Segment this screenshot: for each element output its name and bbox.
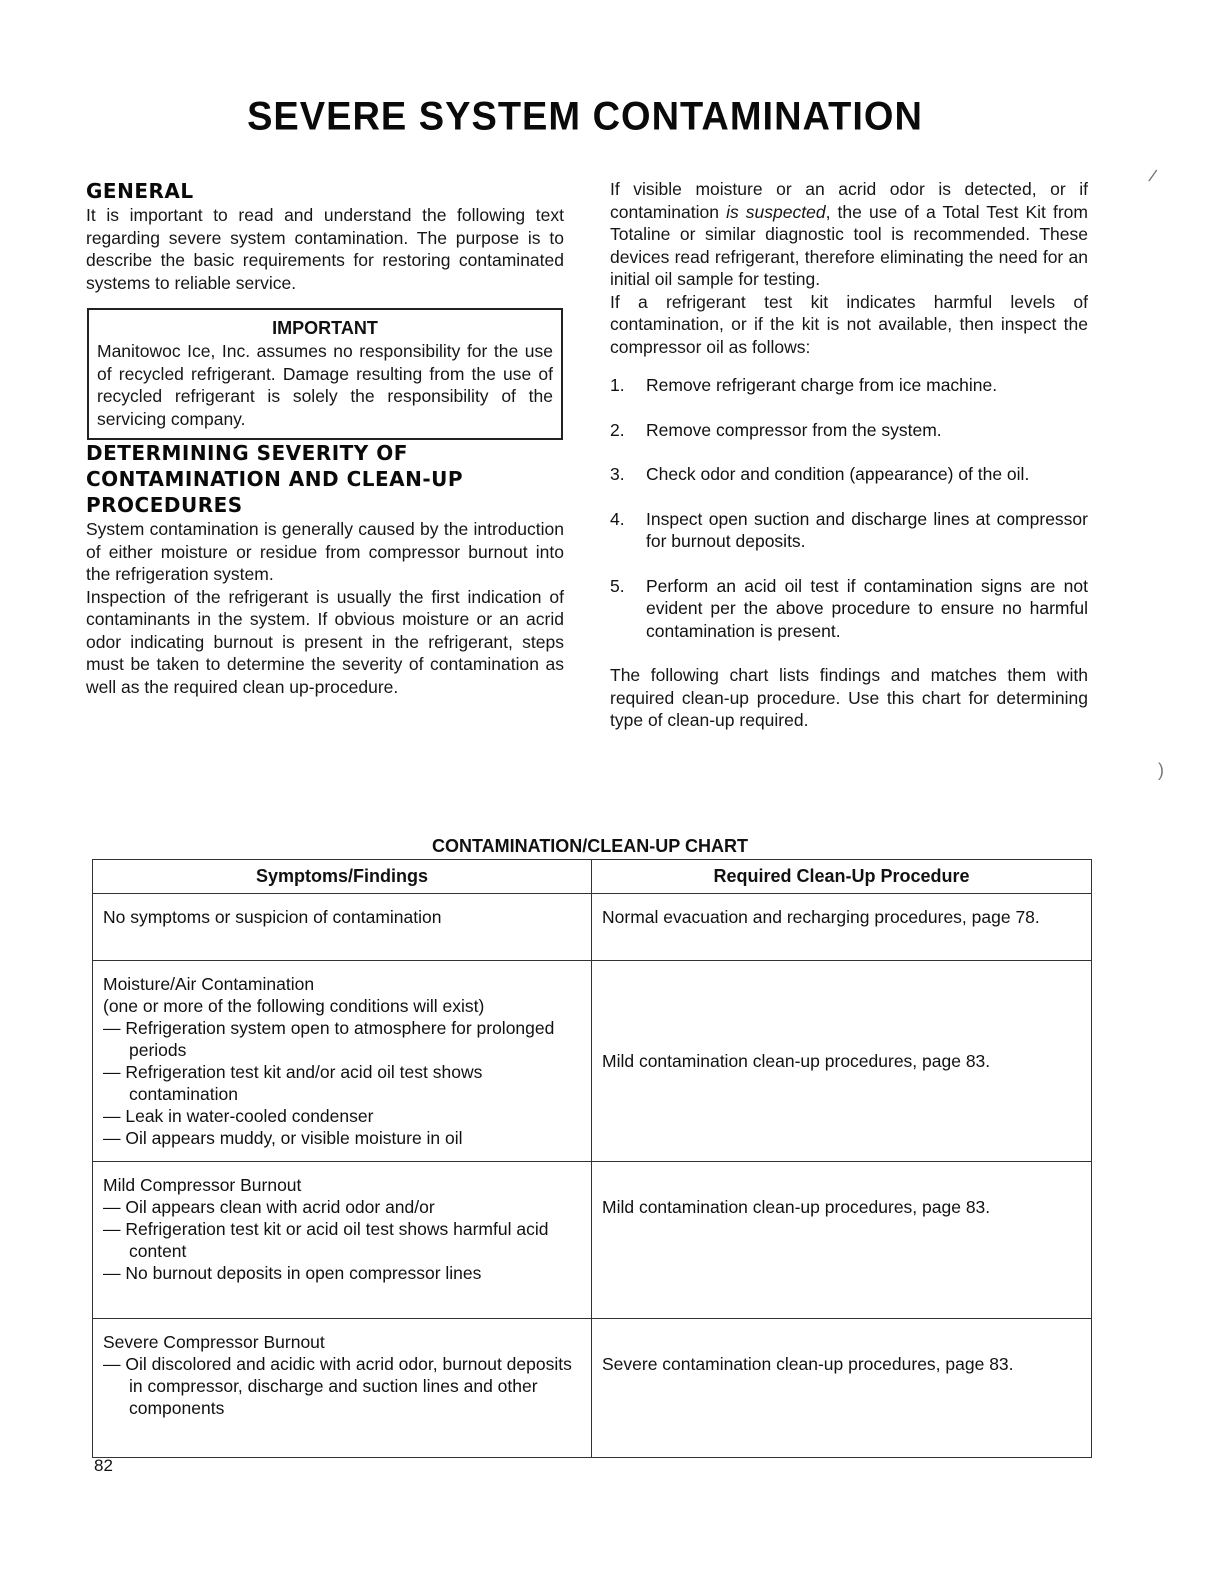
important-notice-box: [87, 308, 563, 440]
test-kit-text-post: , the use of a Total Test Kit from Totaline or similar diagnostic tool is recommended. These devices read refrigerant, therefore eliminating the need for an initial oil sample for testing.: [610, 201, 1088, 289]
finding-bullet: — Refrigeration system open to atmosphere for prolonged periods: [103, 1018, 555, 1060]
list-item: [610, 419, 1088, 442]
determining-paragraph-1: System contamination is generally caused by the introduction of either moisture or residue from compressor burnout into the refrigeration system.: [86, 519, 564, 584]
finding-cell: [93, 961, 592, 1162]
determining-paragraph-2: Inspection of the refrigerant is usually the first indication of contaminants in the system. If obvious moisture or an acrid odor indicating burnout is present in the refrigerant, steps must be taken to determine the severity of contamination as well as the required clean up-procedure.: [86, 586, 564, 697]
test-kit-paragraph: [610, 178, 1088, 291]
procedure-text: Severe contamination clean-up procedures, page 83.: [602, 1354, 1014, 1374]
inspect-oil-paragraph: If a refrigerant test kit indicates harmful levels of contamination, or if the kit is not available, then inspect the compressor oil as follows:: [610, 291, 1088, 357]
finding-bullet: — No burnout deposits in open compressor lines: [103, 1263, 482, 1283]
procedure-cell: [592, 1162, 1092, 1319]
inspection-steps-list: [610, 374, 1088, 642]
step-text: Inspect open suction and discharge lines at compressor for burnout deposits.: [646, 508, 1088, 551]
step-number: 1.: [610, 375, 625, 395]
table-row: [93, 894, 1092, 961]
procedure-cell: [592, 894, 1092, 961]
finding-bullet: — Leak in water-cooled condenser: [103, 1106, 374, 1126]
procedure-text: Mild contamination clean-up procedures, page 83.: [602, 1051, 991, 1071]
procedure-cell: [592, 961, 1092, 1162]
step-number: 3.: [610, 464, 625, 484]
finding-cell: [93, 894, 592, 961]
step-number: 2.: [610, 419, 625, 440]
important-title: IMPORTANT: [272, 318, 378, 338]
general-heading: GENERAL: [86, 179, 194, 203]
list-item: [610, 508, 1088, 553]
determining-heading: DETERMINING SEVERITY OF CONTAMINATION AND CLEAN-UP PROCEDURES: [86, 441, 464, 517]
header-procedure: Required Clean-Up Procedure: [592, 860, 1092, 894]
finding-bullet: — Refrigeration test kit and/or acid oil test shows contamination: [103, 1062, 483, 1104]
finding-title: Moisture/Air Contamination: [103, 974, 315, 994]
procedure-cell: [592, 1319, 1092, 1458]
step-text: Remove compressor from the system.: [646, 419, 942, 440]
header-symptoms: Symptoms/Findings: [93, 860, 592, 894]
left-column: [86, 178, 564, 698]
table-row: [93, 961, 1092, 1162]
step-text: Check odor and condition (appearance) of the oil.: [646, 464, 1030, 484]
right-column: [610, 178, 1088, 732]
finding-cell: [93, 1162, 592, 1319]
finding-bullet: — Oil discolored and acidic with acrid odor, burnout deposits in compressor, discharge and suction lines and other components: [103, 1354, 572, 1418]
contamination-cleanup-table: [92, 859, 1092, 1458]
list-item: [610, 374, 1088, 397]
step-number: 4.: [610, 508, 625, 529]
test-kit-text-italic: is suspected: [726, 201, 826, 222]
step-text: Remove refrigerant charge from ice machine.: [646, 375, 998, 395]
finding-title: Severe Compressor Burnout: [103, 1332, 325, 1352]
list-item: [610, 575, 1088, 643]
finding-title: Mild Compressor Burnout: [103, 1175, 302, 1195]
chart-intro-paragraph: The following chart lists findings and matches them with required clean-up procedure. Use this chart for determining type of clean-up required.: [610, 665, 1088, 730]
chart-title: CONTAMINATION/CLEAN-UP CHART: [432, 836, 748, 856]
procedure-text: Mild contamination clean-up procedures, page 83.: [602, 1197, 991, 1217]
procedure-text: Normal evacuation and recharging procedures, page 78.: [602, 907, 1040, 927]
finding-title: No symptoms or suspicion of contamination: [103, 907, 442, 927]
important-text: Manitowoc Ice, Inc. assumes no responsibility for the use of recycled refrigerant. Damage resulting from the use of recycled refrigerant is solely the responsibility of the servicing company.: [97, 341, 553, 429]
finding-bullet: — Refrigeration test kit or acid oil test shows harmful acid content: [103, 1219, 549, 1261]
finding-cell: [93, 1319, 592, 1458]
scan-artifact-mark: ): [1158, 760, 1164, 780]
finding-subtitle: (one or more of the following conditions will exist): [103, 996, 485, 1016]
step-number: 5.: [610, 575, 625, 596]
page-title: SEVERE SYSTEM CONTAMINATION: [247, 94, 923, 140]
finding-bullet: — Oil appears muddy, or visible moisture in oil: [103, 1128, 463, 1148]
test-kit-text-pre: If visible moisture or an acrid odor is detected, or if contamination: [610, 179, 1088, 222]
list-item: [610, 463, 1088, 486]
finding-bullet: — Oil appears clean with acrid odor and/or: [103, 1197, 435, 1217]
page-number: 82: [94, 1456, 113, 1475]
table-row: [93, 1162, 1092, 1319]
table-row: [93, 1319, 1092, 1458]
general-text: It is important to read and understand the following text regarding severe system contamination. The purpose is to describe the basic requirements for restoring contaminated systems to reliable service.: [86, 205, 564, 293]
scan-artifact-mark: /: [1146, 165, 1159, 187]
step-text: Perform an acid oil test if contamination signs are not evident per the above procedure to ensure no harmful contamination is present.: [646, 575, 1088, 641]
table-header-row: [93, 860, 1092, 894]
